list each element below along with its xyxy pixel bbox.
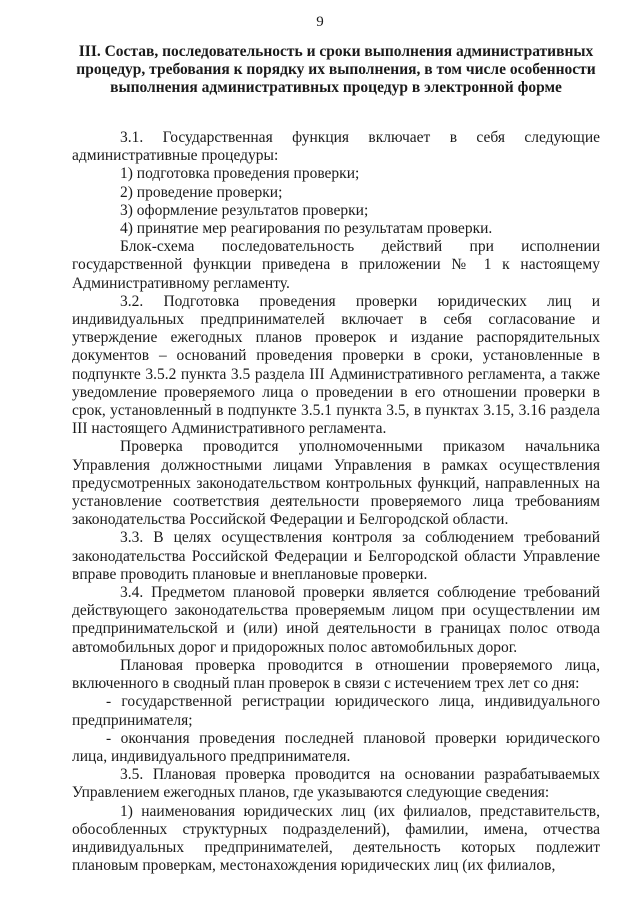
list-item-4: 4) принятие мер реагирования по результатам проверки.: [120, 220, 493, 238]
dash-item-registration: - государственной регистрации юридического лица, индивидуального предпринимателя;: [72, 693, 600, 729]
list-item-1: 1) подготовка проведения проверки;: [120, 165, 360, 183]
paragraph-flowchart: Блок-схема последовательность действий при исполнении государственной функции приведена в приложении № 1 к настоящему Административному регламенту.: [72, 238, 600, 292]
paragraph-3-5: 3.5. Плановая проверка проводится на основании разрабатываемых Управлением ежегодных планов, где указываются следующие сведения:: [72, 766, 600, 802]
list-item-2: 2) проведение проверки;: [120, 183, 283, 201]
paragraph-3-3: 3.3. В целях осуществления контроля за соблюдением требований законодательства Российской Федерации и Белгородской области Управление вправе проводить плановые и внеплановые проверки.: [72, 529, 600, 583]
page-number: 9: [316, 14, 324, 30]
body-text: [72, 129, 600, 875]
paragraph-inspection: Проверка проводится уполномоченными приказом начальника Управления должностными лицами Управления в рамках осуществления предусмотренных законодательством контрольных функций, направленных на установление соответствия деятельности проверяемого лица требованиям законодательства Российской Федерации и Белгородской области.: [72, 438, 600, 529]
paragraph-planned-inspection: Плановая проверка проводится в отношении проверяемого лица, включенного в сводный план проверок в связи с истечением трех лет со дня:: [72, 656, 600, 693]
paragraph-3-1: 3.1. Государственная функция включает в себя следующие административные процедуры:: [72, 129, 600, 165]
dash-item-last-inspection: - окончания проведения последней плановой проверки юридического лица, индивидуального предпринимателя.: [72, 729, 600, 765]
paragraph-3-4: 3.4. Предметом плановой проверки является соблюдение требований действующего законодательства проверяемым лицом при осуществлении им предпринимательской и (или) иной деятельности в границах полос отвода автомобильных дорог и придорожных полос автомобильных дорог.: [72, 584, 600, 656]
paragraph-3-5-item-1: 1) наименования юридических лиц (их филиалов, представительств, обособленных структурных подразделений), фамилии, имена, отчества индивидуальных предпринимателей, деятельность которых подлежит плановым проверкам, местонахождения юридических лиц (их филиалов,: [72, 802, 600, 875]
list-item-3: 3) оформление результатов проверки;: [120, 201, 369, 219]
section-heading: III. Состав, последовательность и сроки выполнения административных процедур, требования к порядку их выполнения, в том числе особенности выполнения административных процедур в электронной форме: [76, 43, 596, 96]
paragraph-3-2: 3.2. Подготовка проведения проверки юридических лиц и индивидуальных предпринимателей включает в себя согласование и утверждение ежегодных планов проверок и издание распорядительных документов – оснований проведения проверки в сроки, установленные в подпункте 3.5.2 пункта 3.5 раздела III Административного регламента, а также уведомление проверяемого лица о проведении в его отношении проверки в срок, установленный в подпункте 3.5.1 пункта 3.5, в пунктах 3.15, 3.16 раздела III настоящего Административного регламента.: [72, 292, 600, 438]
